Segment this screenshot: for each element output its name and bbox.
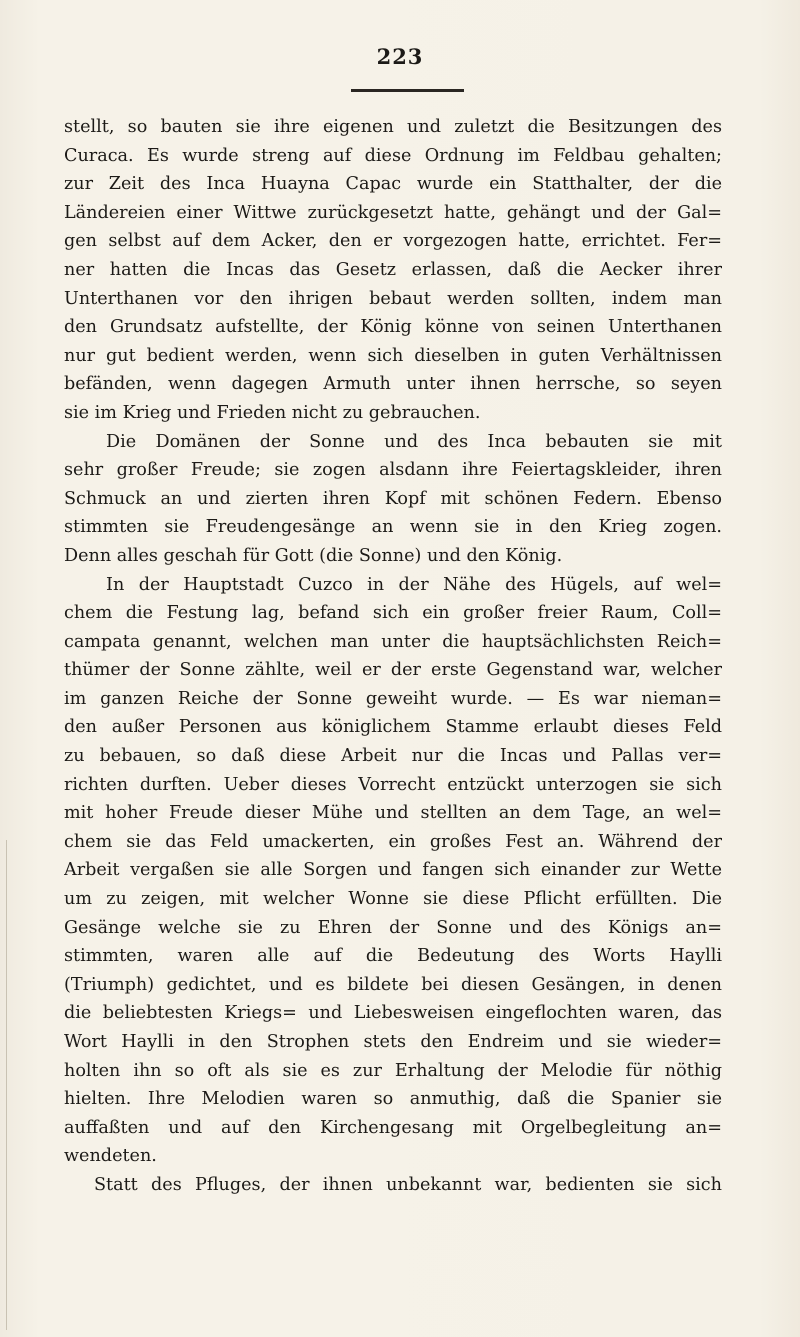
text-line: um zu zeigen, mit welcher Wonne sie diese Pflicht erfüllten. Die (64, 889, 722, 910)
text-line: im ganzen Reiche der Sonne geweiht wurde. — Es war nieman= (64, 688, 722, 709)
text-line: zur Zeit des Inca Huayna Capac wurde ein Statthalter, der die (64, 174, 722, 195)
text-line: Unterthanen vor den ihrigen bebaut werden sollten, indem man (64, 288, 722, 309)
text-line: mit hoher Freude dieser Mühe und stellten an dem Tage, an wel= (64, 803, 722, 824)
text-line: hielten. Ihre Melodien waren so anmuthig, daß die Spanier sie (64, 1089, 722, 1110)
text-line: gen selbst auf dem Acker, den er vorgezogen hatte, errichtet. Fer= (64, 231, 722, 252)
text-line: den Grundsatz aufstellte, der König könne von seinen Unterthanen (64, 317, 722, 338)
text-line: campata genannt, welchen man unter die hauptsächlichsten Reich= (64, 631, 722, 652)
header-rule (351, 89, 464, 92)
text-line: die beliebtesten Kriegs= und Liebesweisen eingeflochten waren, das (64, 1003, 722, 1024)
text-line: holten ihn so oft als sie es zur Erhaltung der Melodie für nöthig (64, 1060, 722, 1081)
text-line: nur gut bedient werden, wenn sich dieselben in guten Verhältnissen (64, 345, 722, 366)
text-line: chem die Festung lag, befand sich ein großer freier Raum, Coll= (64, 603, 722, 624)
text-line: befänden, wenn dagegen Armuth unter ihnen herrsche, so seyen (64, 374, 722, 395)
text-line: auffaßten und auf den Kirchengesang mit Orgelbegleitung an= (64, 1117, 722, 1138)
text-line: stellt, so bauten sie ihre eigenen und zuletzt die Besitzungen des (64, 117, 722, 137)
text-line: sie im Krieg und Frieden nicht zu gebrauchen. (64, 402, 481, 423)
text-line: richten durften. Ueber dieses Vorrecht entzückt unterzogen sie sich (64, 774, 722, 795)
text-line: Arbeit vergaßen sie alle Sorgen und fangen sich einander zur Wette (64, 860, 722, 881)
text-line: zu bebauen, so daß diese Arbeit nur die Incas und Pallas ver= (64, 746, 722, 767)
text-line: In der Hauptstadt Cuzco in der Nähe des Hügels, auf wel= (106, 574, 722, 595)
page-number: 223 (376, 44, 424, 69)
text-line: Gesänge welche sie zu Ehren der Sonne und des Königs an= (64, 917, 722, 938)
text-line: thümer der Sonne zählte, weil er der erste Gegenstand war, welcher (64, 660, 722, 681)
text-line: ner hatten die Incas das Gesetz erlassen, daß die Aecker ihrer (64, 259, 722, 280)
text-line: wendeten. (64, 1146, 157, 1167)
text-line: Wort Haylli in den Strophen stets den Endreim und sie wieder= (64, 1032, 722, 1052)
text-line: Die Domänen der Sonne und des Inca bebauten sie mit (106, 431, 722, 452)
text-line: Schmuck an und zierten ihren Kopf mit schönen Federn. Ebenso (64, 488, 722, 509)
text-line: sehr großer Freude; sie zogen alsdann ihre Feiertagskleider, ihren (64, 460, 722, 481)
text-line: Denn alles geschah für Gott (die Sonne) und den König. (64, 545, 563, 566)
text-line: stimmten, waren alle auf die Bedeutung des Worts Haylli (64, 946, 722, 967)
text-line: den außer Personen aus königlichem Stamme erlaubt dieses Feld (64, 717, 722, 738)
text-line: stimmten sie Freudengesänge an wenn sie in den Krieg zogen. (64, 517, 722, 538)
body-text (64, 113, 722, 1200)
text-line: Curaca. Es wurde streng auf diese Ordnung im Feldbau gehalten; (64, 145, 722, 166)
margin-shadow (6, 840, 7, 1330)
text-line: Ländereien einer Wittwe zurückgesetzt hatte, gehängt und der Gal= (64, 202, 722, 223)
text-line: (Triumph) gedichtet, und es bildete bei diesen Gesängen, in denen (64, 974, 722, 995)
text-line: chem sie das Feld umackerten, ein großes Fest an. Während der (64, 831, 722, 852)
text-line: Statt des Pfluges, der ihnen unbekannt war, bedienten sie sich (94, 1174, 722, 1195)
